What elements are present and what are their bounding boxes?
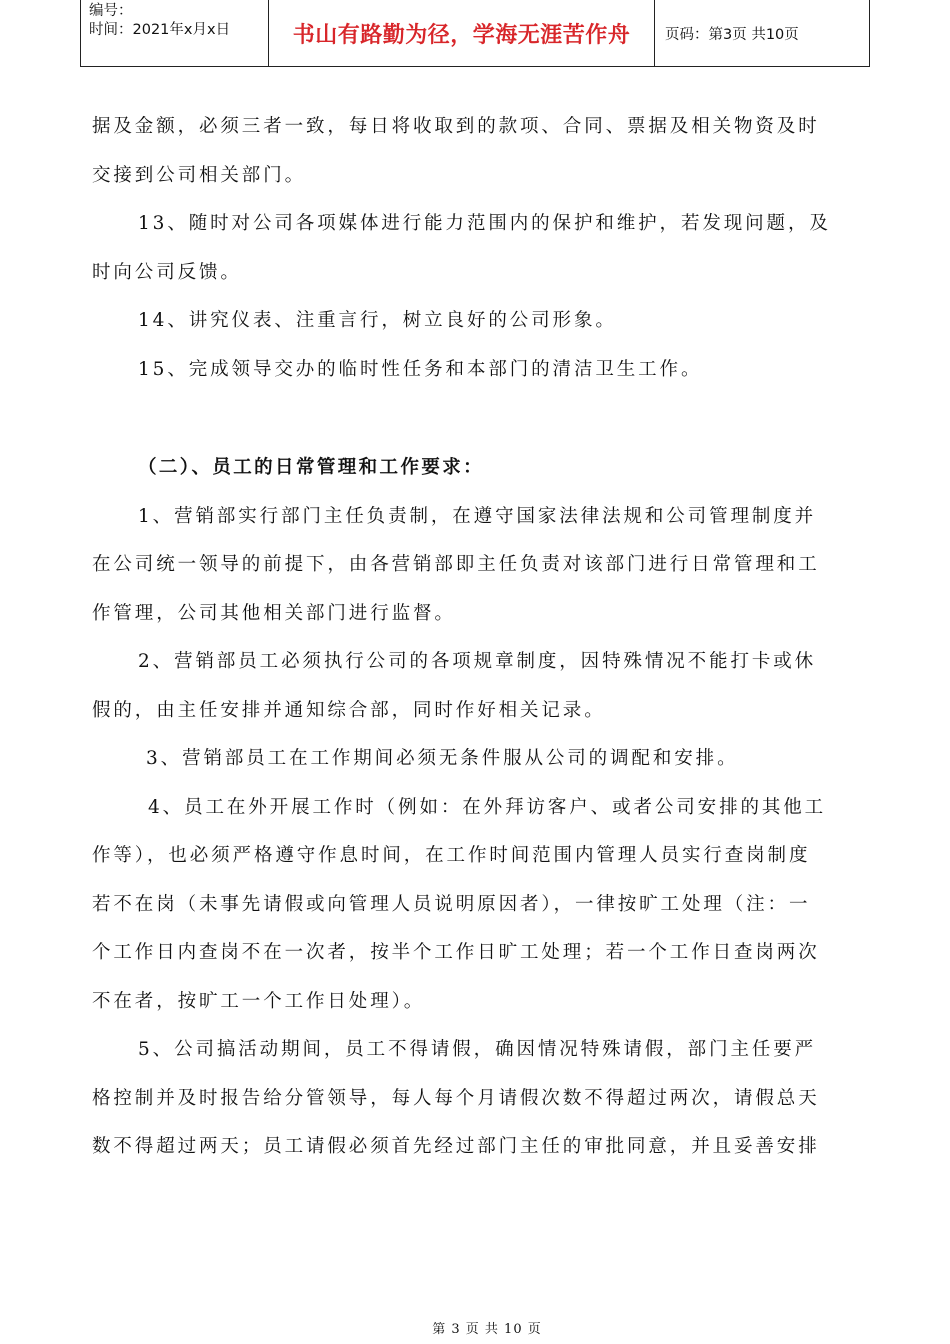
header-page-info: 页码：第3页 共10页 xyxy=(665,26,799,43)
document-body xyxy=(92,103,860,1172)
body-line: 据及金额，必须三者一致，每日将收取到的款项、合同、票据及相关物资及时 xyxy=(92,116,820,137)
body-line: 假的，由主任安排并通知综合部，同时作好相关记录。 xyxy=(92,699,606,721)
header-motto: 书山有路勤为径，学海无涯苦作舟 xyxy=(269,0,655,66)
body-line: 不在者，按旷工一个工作日处理）。 xyxy=(92,990,426,1012)
body-line: 在公司统一领导的前提下，由各营销部即主任负责对该部门进行日常管理和工 xyxy=(92,554,820,575)
body-line: 13、随时对公司各项媒体进行能力范围内的保护和维护，若发现问题，及 xyxy=(138,213,831,234)
body-line: 数不得超过两天；员工请假必须首先经过部门主任的审批同意，并且妥善安排 xyxy=(92,1136,820,1157)
body-line: 1、营销部实行部门主任负责制，在遵守国家法律法规和公司管理制度并 xyxy=(138,505,817,527)
body-line: 格控制并及时报告给分管领导，每人每个月请假次数不得超过两次，请假总天 xyxy=(92,1087,820,1109)
page-footer: 第 3 页 共 10 页 xyxy=(432,1322,542,1337)
body-line: 15、完成领导交办的临时性任务和本部门的清洁卫生工作。 xyxy=(138,358,703,380)
body-line: 作等），也必须严格遵守作息时间，在工作时间范围内管理人员实行查岗制度 xyxy=(92,845,811,866)
header-meta xyxy=(81,0,269,66)
body-line: 4、员工在外开展工作时（例如：在外拜访客户、或者公司安排的其他工 xyxy=(148,796,827,818)
body-line: 3、营销部员工在工作期间必须无条件服从公司的调配和安排。 xyxy=(146,748,739,769)
section-heading: （二）、员工的日常管理和工作要求： xyxy=(138,457,485,478)
body-line: 14、讲究仪表、注重言行，树立良好的公司形象。 xyxy=(138,310,617,331)
body-line: 作管理，公司其他相关部门进行监督。 xyxy=(92,602,456,624)
body-line: 时向公司反馈。 xyxy=(92,261,242,283)
body-line: 5、公司搞活动期间，员工不得请假，确因情况特殊请假，部门主任要严 xyxy=(138,1039,817,1060)
section-gap xyxy=(92,394,860,444)
number-label: 编号： xyxy=(89,3,133,19)
body-line: 2、营销部员工必须执行公司的各项规章制度，因特殊情况不能打卡或休 xyxy=(138,651,817,672)
page-header xyxy=(80,0,870,67)
time-label: 时间：2021年x月x日 xyxy=(89,22,231,38)
body-line: 交接到公司相关部门。 xyxy=(92,164,307,186)
body-line: 若不在岗（未事先请假或向管理人员说明原因者），一律按旷工处理（注：一 xyxy=(92,893,811,915)
body-line: 个工作日内查岗不在一次者，按半个工作日旷工处理；若一个工作日查岗两次 xyxy=(92,942,820,963)
